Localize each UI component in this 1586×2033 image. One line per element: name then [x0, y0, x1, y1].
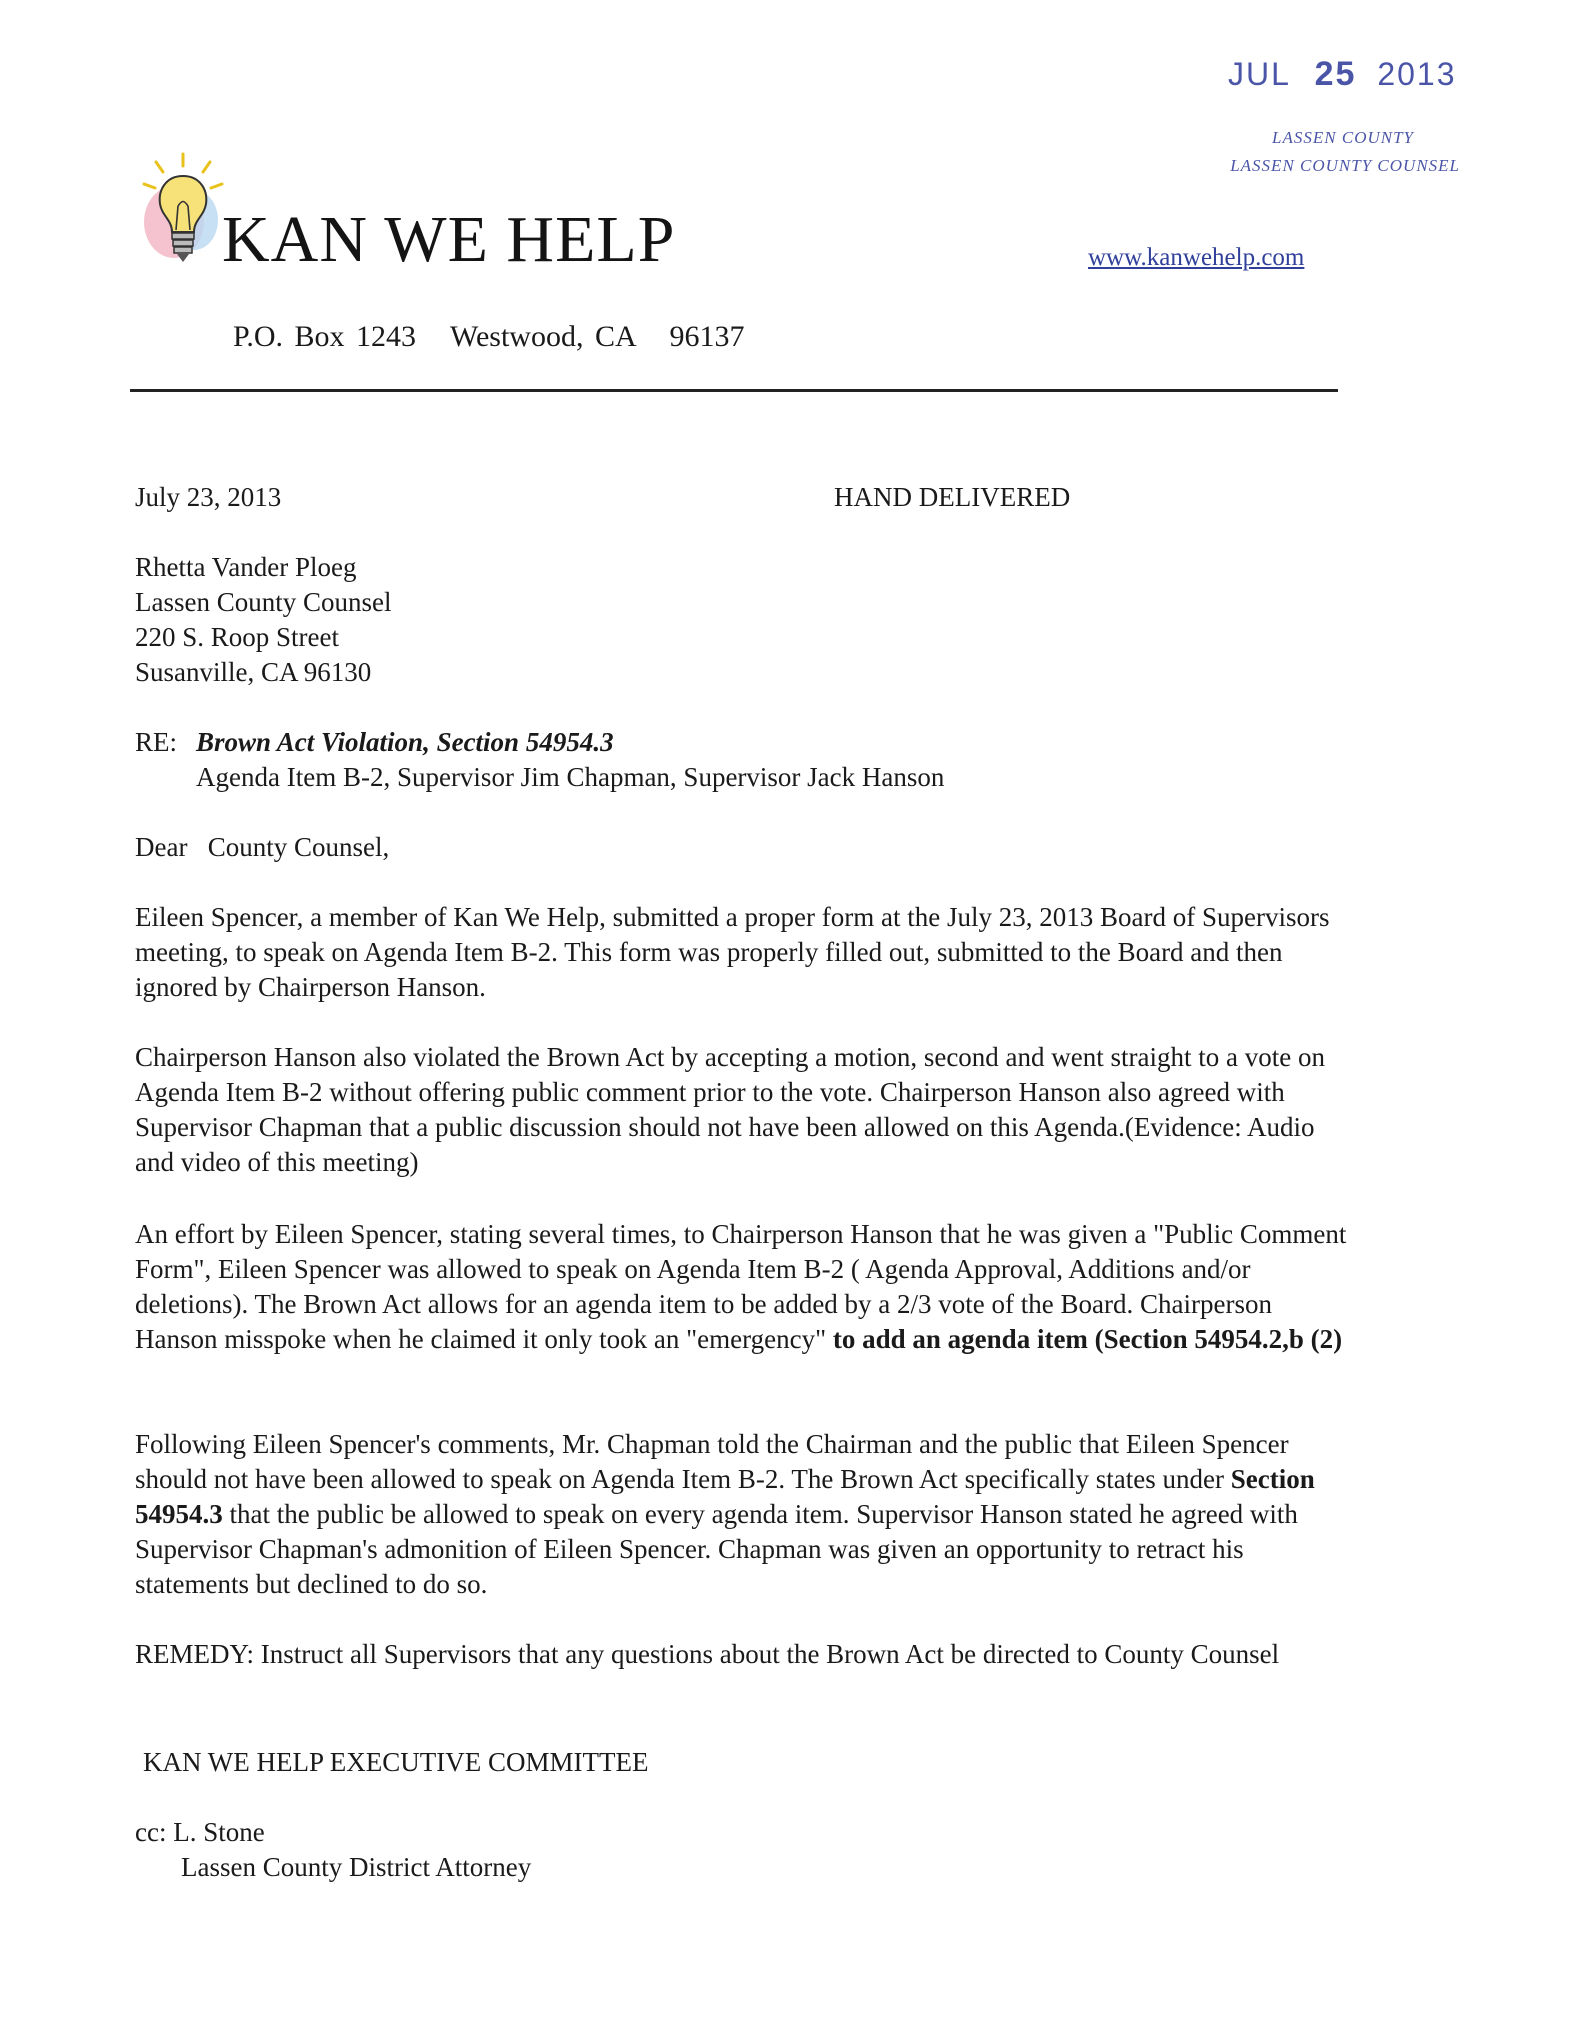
stamp-line-counsel: LASSEN COUNTY COUNSEL	[1230, 156, 1460, 175]
delivery-method: HAND DELIVERED	[834, 482, 1071, 512]
header-divider	[130, 389, 1338, 392]
paragraph-3-text: An effort by Eileen Spencer, stating several times, to Chairperson Hanson that he was given a "Public Comment Form", Eileen Spencer was allowed to speak on Agenda Item B-2 ( Agenda Approval, Additions and/or deletions). The Brown Act allows for an agenda item to be added by a 2/3 vote of the Board. Chairperson Hanson misspoke when he claimed it only took an "emergency"	[135, 1219, 1347, 1354]
paragraph-4-bold: Section 54954.3	[135, 1464, 1315, 1529]
cc-line-2: Lassen County District Attorney	[181, 1852, 532, 1882]
cc-block	[135, 1815, 531, 1885]
remedy-paragraph: REMEDY: Instruct all Supervisors that any questions about the Brown Act be directed to County Counsel	[135, 1639, 1280, 1669]
body-paragraph-1: Eileen Spencer, a member of Kan We Help, submitted a proper form at the July 23, 2013 Board of Supervisors meeting, to speak on Agenda Item B-2. This form was properly filled out, submitted to the Board and then ignored by Chairperson Hanson.	[135, 902, 1330, 1002]
salutation: Dear County Counsel,	[135, 832, 390, 862]
recipient-title: Lassen County Counsel	[135, 587, 392, 617]
stamp-year: 2013	[1377, 56, 1457, 92]
signature-committee: KAN WE HELP EXECUTIVE COMMITTEE	[143, 1747, 649, 1777]
mailing-address	[233, 320, 744, 354]
stamp-line-county: LASSEN COUNTY	[1272, 128, 1414, 147]
recipient-street: 220 S. Roop Street	[135, 622, 340, 652]
website-link[interactable]: www.kanwehelp.com	[1088, 244, 1305, 271]
received-stamp-date	[1228, 55, 1457, 94]
lightbulb-icon	[138, 150, 228, 272]
paragraph-3-bold: to add an agenda item (Section 54954.2,b (2)	[826, 1324, 1343, 1354]
subject-line	[135, 725, 944, 795]
body-paragraph-4	[135, 1427, 1355, 1602]
re-subtitle: Agenda Item B-2, Supervisor Jim Chapman, Supervisor Jack Hanson	[196, 762, 945, 792]
re-label: RE:	[135, 727, 178, 757]
recipient-address	[135, 550, 392, 690]
paragraph-4-text-b: that the public be allowed to speak on every agenda item. Supervisor Hanson stated he agreed with Supervisor Chapman's admonition of Eileen Spencer. Chapman was given an opportunity to retract his statements but declined to do so.	[135, 1499, 1298, 1599]
re-title: Brown Act Violation, Section 54954.3	[196, 727, 614, 757]
recipient-name: Rhetta Vander Ploeg	[135, 552, 357, 582]
paragraph-4-text-a: Following Eileen Spencer's comments, Mr. Chapman told the Chairman and the public that Eileen Spencer should not have been allowed to speak on Agenda Item B-2. The Brown Act specifically states under	[135, 1429, 1289, 1494]
body-paragraph-3	[135, 1217, 1355, 1357]
stamp-month: JUL	[1228, 56, 1290, 92]
letter-date: July 23, 2013	[135, 482, 282, 512]
city-state-zip: Westwood, CA 96137	[450, 320, 745, 353]
recipient-city: Susanville, CA 96130	[135, 657, 372, 687]
body-paragraph-2: Chairperson Hanson also violated the Brown Act by accepting a motion, second and went straight to a vote on Agenda Item B-2 without offering public comment prior to the vote. Chairperson Hanson also agreed with Supervisor Chapman that a public discussion should not have been allowed on this Agenda.(Evidence: Audio and video of this meeting)	[135, 1042, 1325, 1177]
po-box: P.O. Box 1243	[233, 320, 417, 353]
organization-name: KAN WE HELP	[222, 203, 676, 276]
stamp-day: 25	[1314, 55, 1357, 93]
cc-line-1: cc: L. Stone	[135, 1817, 265, 1847]
